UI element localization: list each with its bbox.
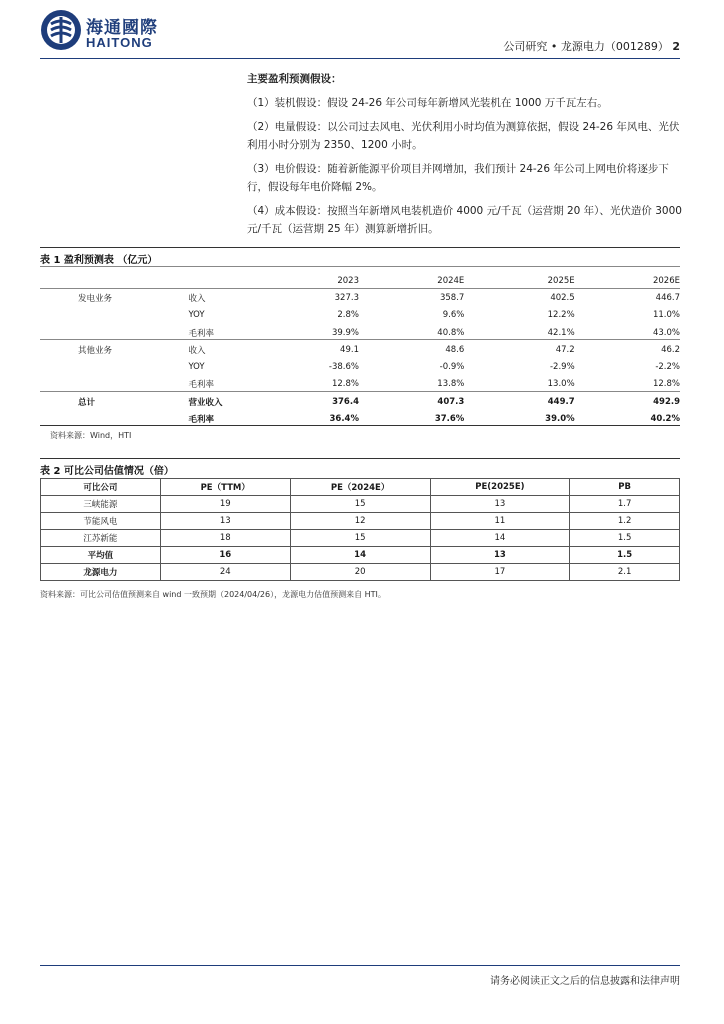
column-header: PE（2024E） (290, 479, 430, 496)
cell: -38.6% (328, 362, 359, 373)
peer-valuation-table (40, 478, 680, 581)
table1-top-rule (40, 247, 680, 248)
cell: 39.9% (331, 327, 359, 338)
table1-header-rule (40, 288, 680, 289)
cell: 13 (160, 513, 290, 530)
cell: 12.8% (652, 379, 680, 390)
cell: 39.0% (545, 414, 575, 425)
assumption-item: （2）电量假设：以公司过去风电、光伏利用小时均值为测算依据，假设 24-26 年风电、光伏利用小时分别为 2350、1200 小时。 (247, 121, 680, 151)
segment-label: 总计 (78, 397, 96, 408)
cell: 13.8% (437, 379, 465, 390)
cell: 1.7 (570, 496, 680, 513)
cell: 376.4 (332, 396, 359, 407)
header-divider (40, 58, 680, 59)
cell: 12.8% (331, 379, 359, 390)
cell: 19 (160, 496, 290, 513)
cell: -2.2% (655, 362, 680, 373)
metric-label: 毛利率 (188, 380, 214, 391)
table-row (40, 358, 680, 375)
cell: 14 (290, 547, 430, 564)
cell: 492.9 (653, 396, 680, 407)
table-row (41, 530, 680, 547)
metric-label: 毛利率 (188, 415, 214, 426)
column-header: 可比公司 (41, 479, 161, 496)
column-header: PE（TTM） (160, 479, 290, 496)
cell: 2.1 (570, 564, 680, 581)
table-header-row (40, 272, 680, 289)
column-header: 2025E (547, 275, 575, 286)
metric-label: 收入 (188, 345, 206, 356)
segment-label (40, 307, 188, 324)
cell: 402.5 (550, 292, 575, 303)
cell: 36.4% (329, 414, 359, 425)
cell: -2.9% (549, 362, 575, 373)
table-row (40, 289, 680, 306)
table2-title: 表 2 可比公司估值情况（倍） (40, 466, 174, 477)
table-row (40, 341, 680, 358)
cell: 358.7 (439, 292, 465, 303)
company-name: 三峡能源 (41, 496, 161, 513)
cell: 327.3 (334, 292, 359, 303)
cell: 15 (290, 496, 430, 513)
segment-label: 发电业务 (78, 293, 113, 304)
cell: 1.2 (570, 513, 680, 530)
cell: 47.2 (555, 344, 575, 355)
column-header: PE(2025E) (430, 479, 570, 496)
metric-label: YOY (188, 362, 205, 373)
table2-source: 资料来源：可比公司估值预测来自 wind 一致预期（2024/04/26），龙源电力估值预测来自 HTI。 (40, 590, 386, 599)
cell: 12 (290, 513, 430, 530)
table1-bottom-rule (40, 425, 680, 426)
logo-english-name: HAITONG (86, 35, 153, 50)
segment-label (40, 358, 188, 375)
profit-forecast-table (40, 272, 680, 428)
cell: 15 (290, 530, 430, 547)
page-number: 2 (672, 40, 680, 53)
table1-section-rule (40, 339, 680, 340)
cell: -0.9% (439, 362, 465, 373)
table1-section-rule (40, 391, 680, 392)
table2-top-rule (40, 458, 680, 459)
table-row-total (40, 393, 680, 410)
column-header: 2023 (337, 275, 359, 286)
cell: 9.6% (442, 310, 465, 321)
cell: 449.7 (547, 396, 575, 407)
column-header: 2026E (652, 275, 680, 286)
cell: 13 (430, 496, 570, 513)
assumption-item: （1）装机假设：假设 24-26 年公司每年新增风光装机在 1000 万千瓦左右。 (247, 97, 608, 109)
cell: 37.6% (434, 414, 465, 425)
segment-label: 其他业务 (78, 345, 113, 356)
cell: 446.7 (655, 292, 680, 303)
page-header-info (503, 38, 680, 54)
cell: 14 (430, 530, 570, 547)
cell: 43.0% (652, 327, 680, 338)
metric-label: 毛利率 (188, 328, 214, 339)
forecast-assumptions (247, 70, 687, 244)
cell: 46.2 (661, 344, 680, 355)
metric-label: 收入 (188, 293, 206, 304)
cell: 42.1% (547, 327, 575, 338)
metric-label: 营业收入 (188, 397, 223, 408)
column-header: PB (570, 479, 680, 496)
haitong-logo-icon (40, 9, 82, 51)
assumptions-title: 主要盈利预测假设： (247, 73, 342, 85)
cell: 49.1 (340, 344, 359, 355)
table1-title: 表 1 盈利预测表 （亿元） (40, 255, 158, 266)
cell: 11 (430, 513, 570, 530)
legal-disclaimer: 请务必阅读正文之后的信息披露和法律声明 (490, 976, 680, 987)
logo-chinese-name: 海通國際 (86, 18, 158, 38)
column-header: 2024E (437, 275, 465, 286)
cell: 1.5 (570, 547, 680, 564)
cell: 24 (160, 564, 290, 581)
cell: 407.3 (437, 396, 465, 407)
metric-label: YOY (188, 310, 205, 321)
table1-source: 资料来源：Wind，HTI (50, 431, 132, 440)
haitong-logo (40, 9, 170, 53)
cell: 20 (290, 564, 430, 581)
company-name: 平均值 (41, 547, 161, 564)
assumption-item: （4）成本假设：按照当年新增风电装机造价 4000 元/千瓦（运营期 20 年）、光伏造价 3000 元/千瓦（运营期 25 年）测算新增折旧。 (247, 205, 682, 235)
assumption-item: （3）电价假设：随着新能源平价项目并网增加，我们预计 24-26 年公司上网电价将逐步下行，假设每年电价降幅 2%。 (247, 163, 669, 193)
cell: 16 (160, 547, 290, 564)
table1-title-rule (40, 266, 680, 267)
table-row (41, 513, 680, 530)
cell: 11.0% (652, 310, 680, 321)
table-row (40, 307, 680, 324)
cell: 18 (160, 530, 290, 547)
cell: 40.2% (650, 414, 680, 425)
table-header-row (41, 479, 680, 496)
company-name: 江苏新能 (41, 530, 161, 547)
cell: 2.8% (337, 310, 359, 321)
cell: 12.2% (547, 310, 575, 321)
company-name: 节能风电 (41, 513, 161, 530)
cell: 13.0% (547, 379, 575, 390)
table-row-average (41, 547, 680, 564)
cell: 48.6 (445, 344, 465, 355)
cell: 1.5 (570, 530, 680, 547)
footer-divider (40, 965, 680, 966)
company-name: 龙源电力 (41, 564, 161, 581)
cell: 17 (430, 564, 570, 581)
report-category: 公司研究 • 龙源电力（001289） (503, 40, 669, 53)
table-row-subject (41, 564, 680, 581)
cell: 40.8% (437, 327, 465, 338)
cell: 13 (430, 547, 570, 564)
table-row (41, 496, 680, 513)
